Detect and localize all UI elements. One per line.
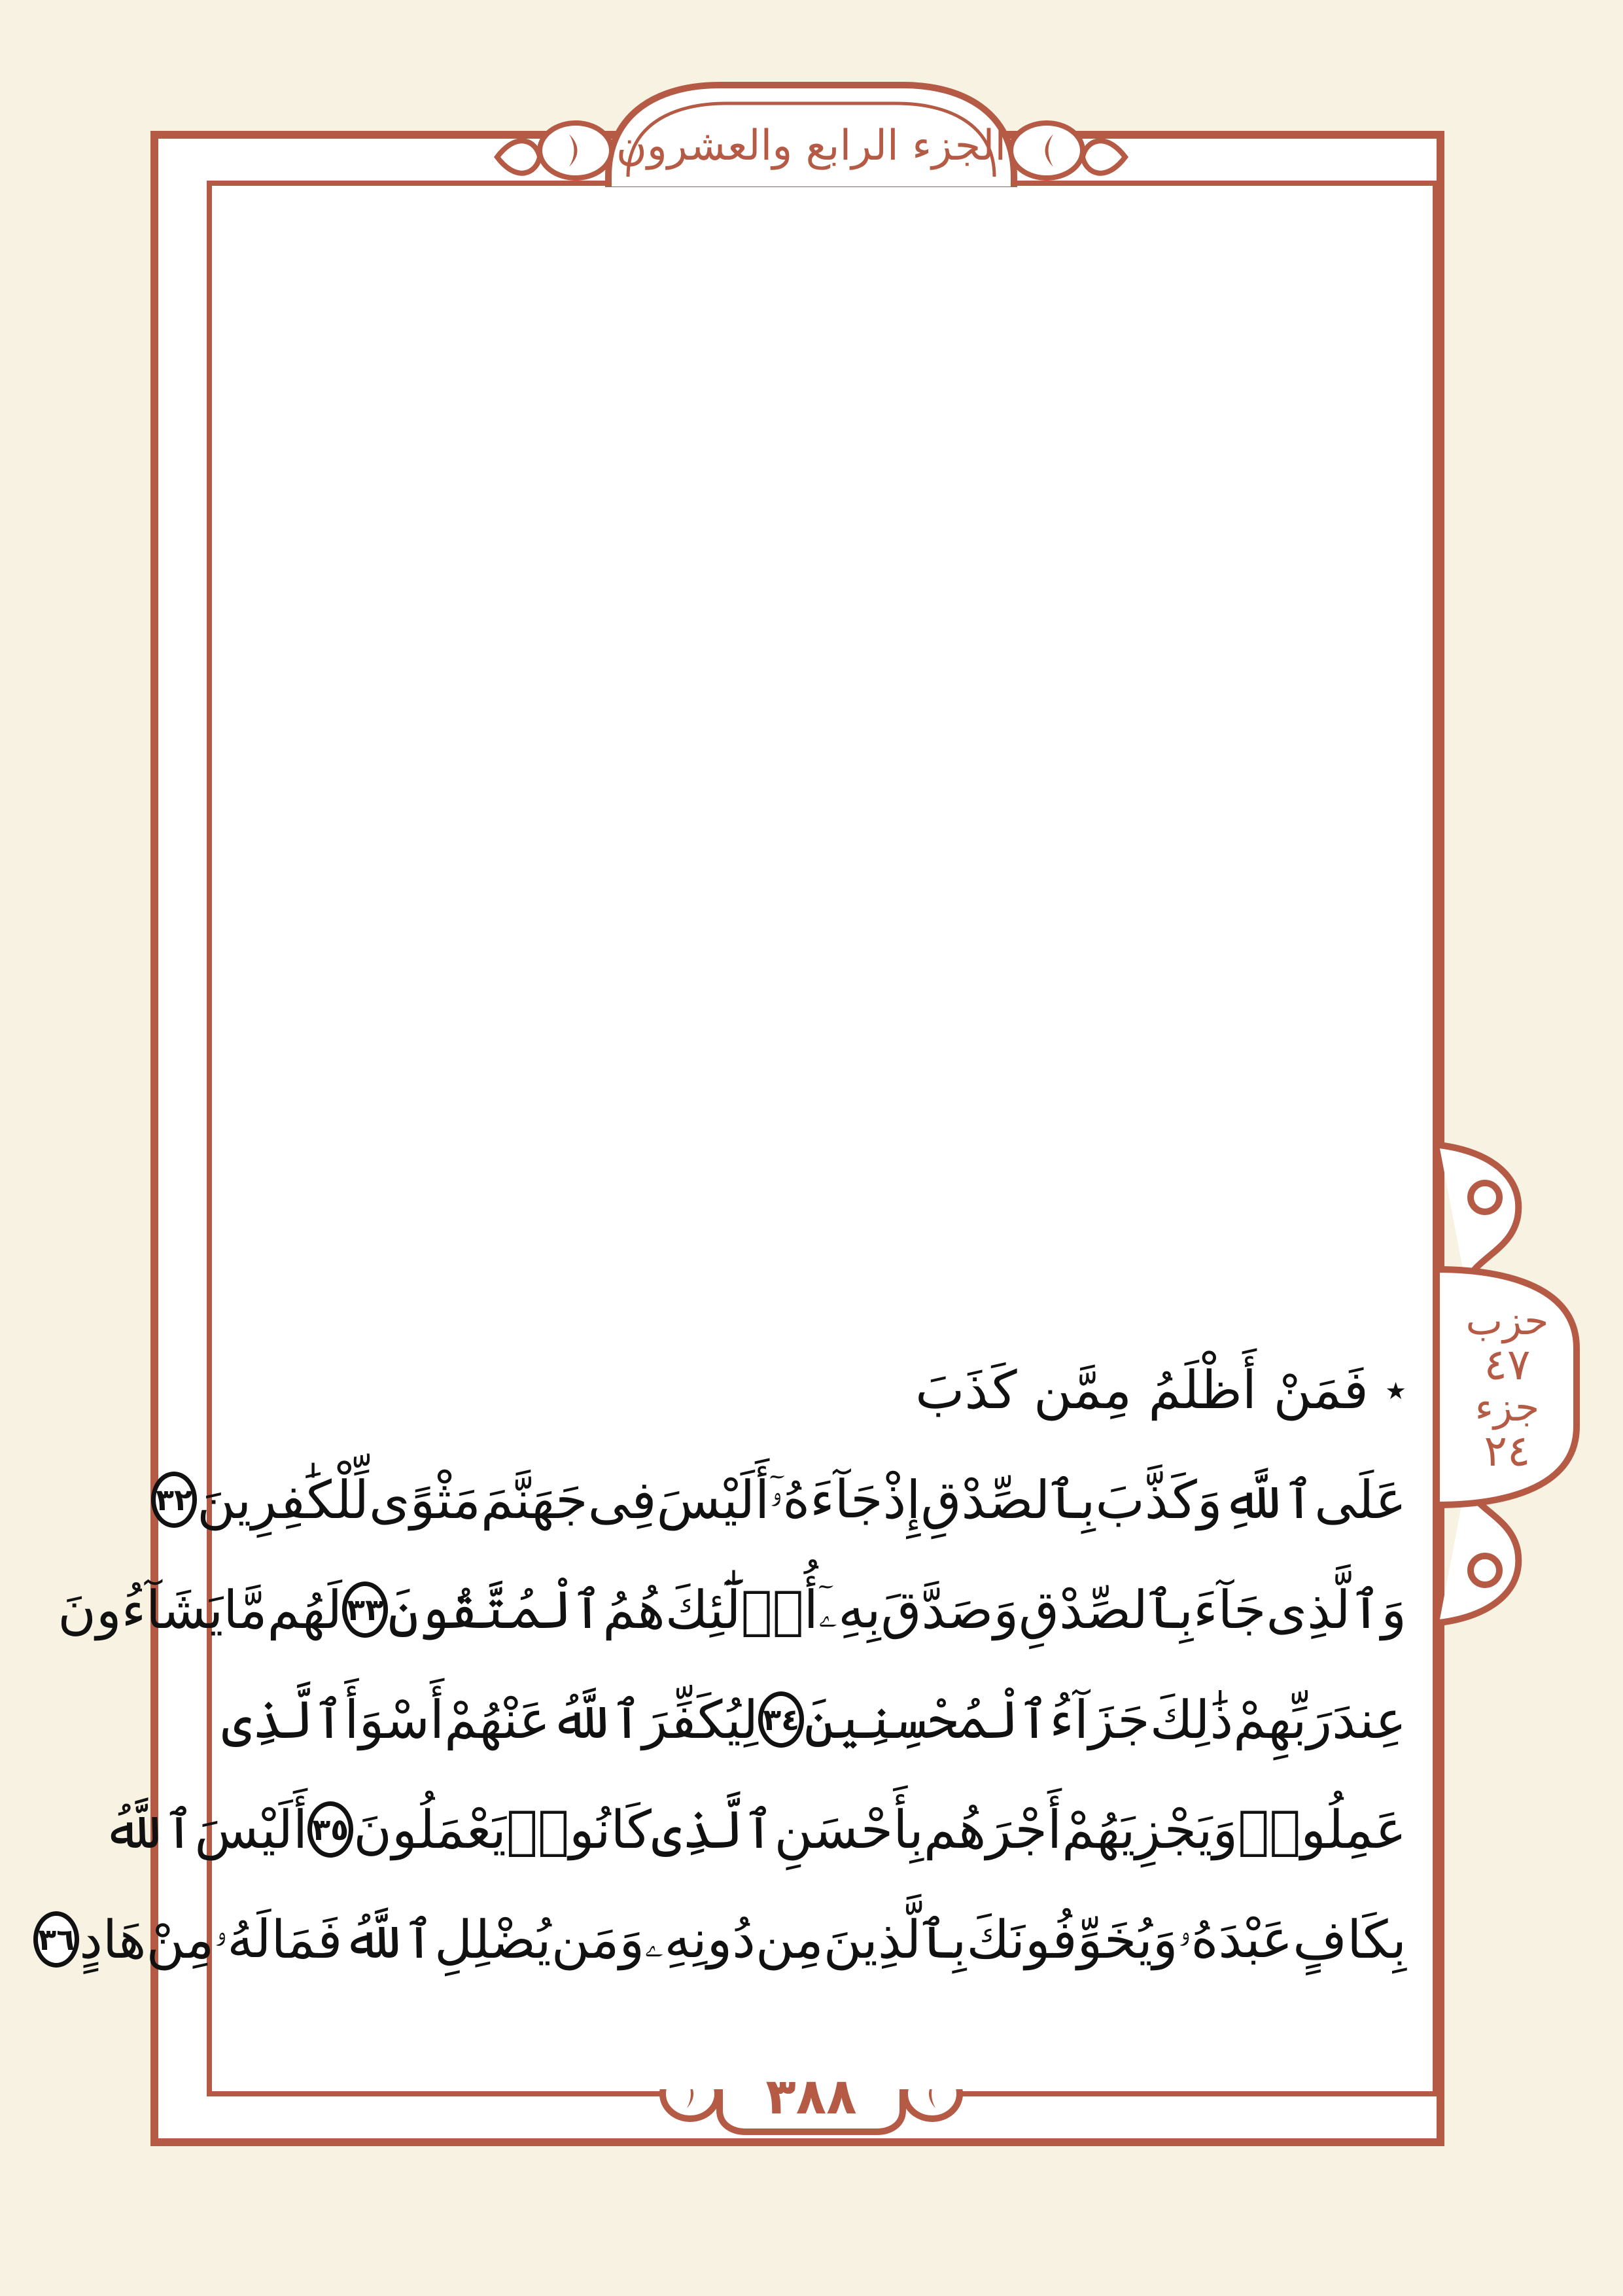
verse-word: مِن xyxy=(755,1909,824,1970)
verse-word: ٱلْمُحْسِنِينَ xyxy=(804,1689,1050,1750)
verse-word: جَآءَ xyxy=(1193,1579,1266,1640)
verse-word: مَّا xyxy=(223,1579,268,1640)
verse-word: ذَٰلِكَ xyxy=(1149,1689,1234,1750)
verse-line xyxy=(38,1884,1406,1994)
verse-word: وَمَن xyxy=(551,1909,645,1970)
verse-word: ٱلَّذِى xyxy=(221,1689,345,1750)
verse-word: وَصَدَّقَ xyxy=(881,1579,1019,1640)
verse-word: هَادٍ xyxy=(79,1909,147,1970)
verse-word: ٱللَّهِ xyxy=(1222,1469,1315,1530)
verse-word: وَكَذَّبَ xyxy=(1095,1469,1223,1530)
verse-word: جَهَنَّمَ xyxy=(480,1469,588,1530)
ayah-number-marker: ٣٥ xyxy=(307,1801,353,1858)
verse-word: فَمَنْ xyxy=(1273,1359,1369,1421)
verse-word: وَٱلَّذِى xyxy=(1266,1579,1406,1640)
verse-line xyxy=(221,1665,1406,1775)
verse-word: ٱلَّذِى xyxy=(652,1799,775,1860)
verse-word: بِكَافٍ xyxy=(1293,1909,1406,1970)
verse-word: مِنْ xyxy=(146,1909,215,1970)
verse-word: لِّلْكَٰفِرِينَ xyxy=(197,1469,369,1530)
juz-number: ٢٤ xyxy=(1484,1426,1531,1476)
verse-word: مَثْوًى xyxy=(368,1469,481,1530)
ayah-number-marker: ٣٣ xyxy=(342,1581,388,1638)
verse-word: يَعْمَلُونَ xyxy=(353,1799,506,1860)
verse-word: عَلَى xyxy=(1314,1469,1406,1530)
verse-word: أُو۟لَٰٓئِكَ xyxy=(665,1579,818,1640)
verse-line xyxy=(155,1445,1406,1555)
verse-word: جَزَآءُ xyxy=(1049,1689,1150,1750)
verse-word: لِيُكَفِّرَ xyxy=(642,1689,759,1750)
verse-line xyxy=(249,1335,1406,1445)
verse-word: وَيُخَوِّفُونَكَ xyxy=(966,1909,1178,1970)
verse-word: ٱللَّهُ xyxy=(342,1909,434,1970)
verse-word: أَظْلَمُ xyxy=(1148,1359,1257,1421)
verse-word: عَبْدَهُۥ xyxy=(1178,1909,1293,1969)
ayah-number-marker: ٣٦ xyxy=(33,1911,79,1968)
verse-word: ٱللَّهُ xyxy=(102,1799,195,1860)
verse-word: مِمَّن xyxy=(1033,1359,1132,1421)
verse-line xyxy=(102,1775,1406,1884)
verse-word: هُمُ xyxy=(602,1579,665,1640)
verse-word: لَهُۥ xyxy=(214,1909,271,1969)
hizb-number: ٤٧ xyxy=(1484,1339,1531,1390)
page-number: ٣٨٨ xyxy=(765,2066,857,2125)
hizb-juz-marker xyxy=(1431,1266,1583,1508)
verse-word: عَنْهُمْ xyxy=(444,1689,551,1750)
ayah-number-marker: ٣٤ xyxy=(758,1691,804,1748)
verse-word: عَمِلُوا۟ xyxy=(1238,1799,1406,1860)
verse-word: عِندَ xyxy=(1332,1689,1406,1750)
verse-word: ٱلْمُتَّقُونَ xyxy=(388,1579,603,1640)
ayah-number-marker: ٣٢ xyxy=(151,1472,197,1528)
verse-word: بِأَحْسَنِ xyxy=(774,1799,924,1860)
verse-word: فَمَا xyxy=(271,1909,343,1970)
verse-word: فِى xyxy=(587,1469,657,1530)
verse-word: يُضْلِلِ xyxy=(434,1909,551,1970)
verse-line xyxy=(58,1555,1406,1665)
juz-title: الجزء الرابع والعشرون xyxy=(616,122,1007,170)
verse-word: إِذْ xyxy=(882,1469,921,1530)
verse-word: لَهُم xyxy=(267,1579,342,1640)
verse-word: وَيَجْزِيَهُمْ xyxy=(1062,1799,1238,1860)
verse-word: بِٱلصِّدْقِ xyxy=(1019,1579,1194,1640)
verse-word: أَجْرَهُم xyxy=(923,1799,1062,1860)
verse-word: جَآءَهُۥٓ xyxy=(769,1469,883,1530)
verse-word: يَشَآءُونَ xyxy=(58,1579,224,1640)
juz-label: جزء xyxy=(1475,1385,1540,1430)
verse-word: دُونِهِۦ xyxy=(644,1909,756,1969)
verse-word: ٱللَّهُ xyxy=(550,1689,642,1750)
verse-word: بِٱلَّذِينَ xyxy=(823,1909,967,1970)
verse-word: رَبِّهِمْ xyxy=(1233,1689,1333,1750)
verse-word: كَذَبَ xyxy=(915,1359,1017,1421)
verse-word: بِهِۦٓ xyxy=(818,1579,881,1640)
hizb-label: حزب xyxy=(1465,1298,1549,1344)
verse-word: بِٱلصِّدْقِ xyxy=(920,1469,1096,1530)
verse-word: أَلَيْسَ xyxy=(656,1469,770,1530)
rub-star-icon: ٭ xyxy=(1385,1367,1406,1413)
verse-word: أَلَيْسَ xyxy=(194,1799,308,1860)
verse-word: أَسْوَأَ xyxy=(344,1689,445,1750)
verse-word: كَانُوا۟ xyxy=(506,1799,652,1860)
verses-block xyxy=(38,1335,1406,1996)
